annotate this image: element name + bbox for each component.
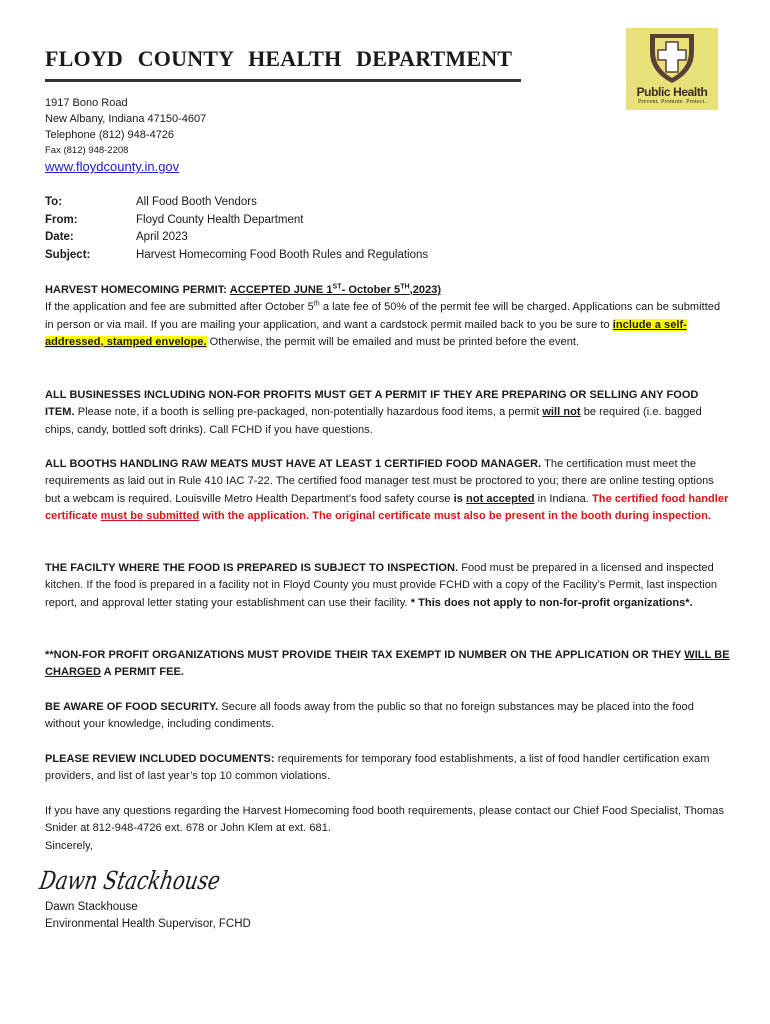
address-city: New Albany, Indiana 47150-4607	[45, 113, 207, 125]
address-street: 1917 Bono Road	[45, 97, 128, 109]
memo-from-label: From:	[45, 214, 78, 226]
signatory-role: Environmental Health Supervisor, FCHD	[45, 918, 251, 930]
department-title: FLOYD COUNTY HEALTH DEPARTMENT	[45, 46, 513, 71]
fax: Fax (812) 948-2208	[45, 145, 129, 156]
inspection-note: * This does not apply to non-for-profit organizations*.	[410, 596, 693, 609]
certificate-warning: The certified food handler certificate must be submitted with the application. The original certificate must also be present in the booth during inspection.	[45, 492, 729, 522]
logo-name: Public Health	[636, 85, 708, 99]
security-section: BE AWARE OF FOOD SECURITY. Secure all foods away from the public so that no foreign substances may be placed into the food without your knowledge, including condiments.	[45, 701, 694, 731]
public-health-logo	[626, 28, 718, 110]
nonprofit-section: **NON-FOR PROFIT ORGANIZATIONS MUST PROVIDE THEIR TAX EXEMPT ID NUMBER ON THE APPLICATION OR THEY WILL BE CHARGED A PERMIT FEE.	[45, 649, 730, 679]
telephone: Telephone (812) 948-4726	[45, 129, 175, 141]
raw-meats-heading: ALL BOOTHS HANDLING RAW MEATS MUST HAVE AT LEAST 1 CERTIFIED FOOD MANAGER.	[45, 458, 542, 470]
website-link[interactable]: www.floydcounty.in.gov	[45, 159, 180, 174]
signatory-name: Dawn Stackhouse	[45, 901, 138, 913]
svg-text:Dawn Stackhouse: Dawn Stackhouse	[37, 866, 270, 895]
closing-section	[45, 803, 730, 855]
inspection-heading: THE FACILTY WHERE THE FOOD IS PREPARED IS SUBJECT TO INSPECTION.	[45, 562, 459, 574]
will-not-emphasis: will not	[542, 406, 581, 419]
memo-to-label: To:	[45, 196, 63, 208]
not-accepted-emphasis: not accepted	[466, 492, 535, 505]
questions-text: If you have any questions regarding the Harvest Homecoming food booth requirements, please contact our Chief Food Specialist, Thomas Snider at 812-948-4726 ext. 678 or John Klem at ext. 681.	[45, 805, 724, 835]
envelope-highlight: include a self-addressed, stamped envelope.	[45, 318, 687, 348]
permit-text: If the application and fee are submitted after October 5th a late fee of 50% of the permit fee will be charged. Applications can be submitted in person or via mail. If you are mailing your application, and want a cardstock permit mailed back to you be sure to	[45, 300, 721, 331]
title-underline-rule	[45, 79, 521, 82]
logo-tagline: Prevent. Promote. Protect.	[637, 99, 707, 105]
memo-to-value: All Food Booth Vendors	[136, 196, 257, 208]
security-heading: BE AWARE OF FOOD SECURITY.	[45, 701, 219, 713]
businesses-section: ALL BUSINESSES INCLUDING NON-FOR PROFITS MUST GET A PERMIT IF THEY ARE PREPARING OR SELLING ANY FOOD ITEM. Please note, if a booth is selling pre-packaged, non-potentially hazardous food items, a permit will not be required (i.e. bagged chips, candy, bottled soft drinks). Call FCHD if you have questions.	[45, 389, 702, 436]
memo-from-value: Floyd County Health Department	[136, 214, 304, 226]
shield-cross-icon	[626, 28, 718, 86]
permit-heading: HARVEST HOMECOMING PERMIT: ACCEPTED JUNE 1ST- October 5TH,2023)	[45, 283, 442, 296]
handwritten-signature	[37, 858, 270, 900]
sincerely-text: Sincerely,	[45, 839, 93, 852]
documents-heading: PLEASE REVIEW INCLUDED DOCUMENTS:	[45, 753, 275, 765]
memo-date-value: April 2023	[136, 231, 188, 243]
memo-subject-value: Harvest Homecoming Food Booth Rules and Regulations	[136, 249, 429, 261]
will-be-charged-emphasis: WILL BE CHARGED	[45, 649, 730, 679]
raw-meats-section: ALL BOOTHS HANDLING RAW MEATS MUST HAVE AT LEAST 1 CERTIFIED FOOD MANAGER. The certification must meet the requirements as laid out in Rule 410 IAC 7-22. The certified food manager test must be proctored to you; there are online testing options but a webcam is required. Louisville Metro Health Department’s food safety course is not accepted in Indiana. The certified food handler certificate must be submitted with the application. The original certificate must also be present in the booth during inspection.	[45, 458, 729, 522]
documents-section: PLEASE REVIEW INCLUDED DOCUMENTS: requirements for temporary food establishments, a list of food handler certification exam providers, and list of last year’s top 10 common violations.	[45, 753, 710, 783]
memo-date-label: Date:	[45, 231, 74, 243]
inspection-section: THE FACILTY WHERE THE FOOD IS PREPARED IS SUBJECT TO INSPECTION. Food must be prepared in a licensed and inspected kitchen. If the food is prepared in a facility not in Floyd County you must provide FCHD with a copy of the Facility’s Permit, last inspection report, and approval letter stating your establishment can use their facility. * This does not apply to non-for-profit organizations*.	[45, 562, 718, 609]
permit-section: HARVEST HOMECOMING PERMIT: ACCEPTED JUNE 1ST- October 5TH,2023) If the application and fee are submitted after October 5th a late fee of 50% of the permit fee will be charged. Applications can be submitted in person or via mail. If you are mailing your application, and want a cardstock permit mailed back to you be sure to include a self-addressed, stamped envelope. Otherwise, the permit will be emailed and must be printed before the event.	[45, 283, 721, 348]
memo-subject-label: Subject:	[45, 249, 91, 261]
businesses-heading: ALL BUSINESSES INCLUDING NON-FOR PROFITS MUST GET A PERMIT IF THEY ARE PREPARING OR SELLING ANY FOOD ITEM.	[45, 389, 699, 419]
